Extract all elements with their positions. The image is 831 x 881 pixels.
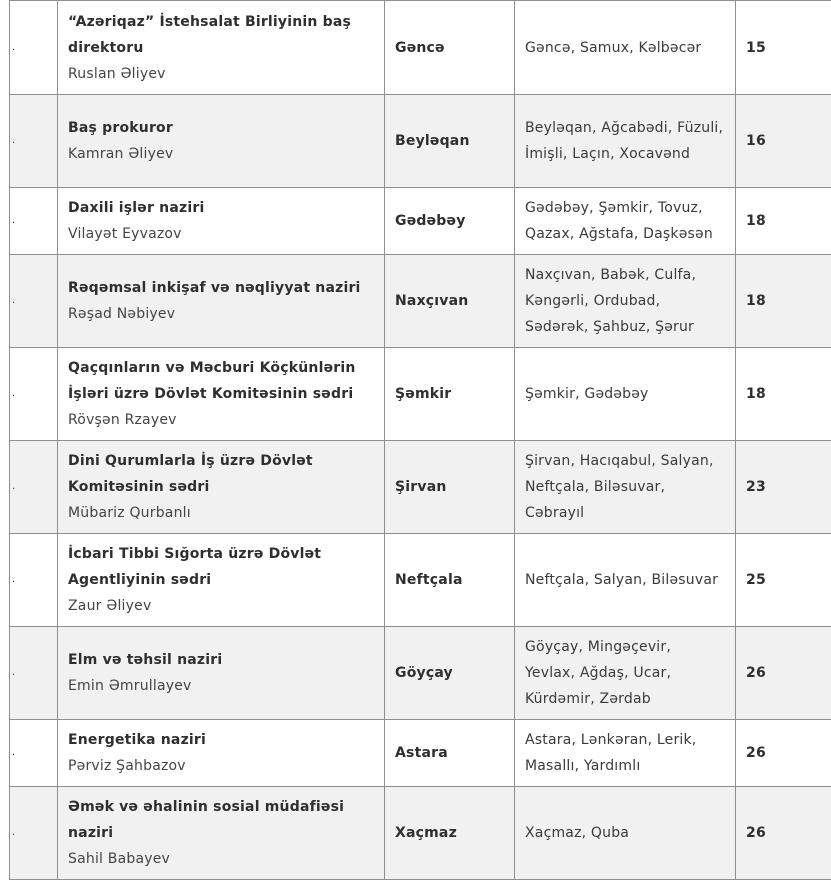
reception-count: 26 bbox=[736, 627, 831, 720]
table-row bbox=[10, 95, 831, 188]
official-name: Pərviz Şahbazov bbox=[68, 758, 186, 774]
table-row bbox=[10, 441, 831, 534]
official-position: Rəqəmsal inkişaf və nəqliyyat naziri bbox=[68, 280, 361, 296]
regions-list: Şəmkir, Gədəbəy bbox=[515, 348, 736, 441]
row-marker: . bbox=[10, 1, 58, 95]
row-marker: . bbox=[10, 627, 58, 720]
official-position: İcbari Tibbi Sığorta üzrə Dövlət Agentliyinin sədri bbox=[68, 546, 322, 588]
official-cell bbox=[58, 441, 385, 534]
regions-list: Naxçıvan, Babək, Culfa, Kəngərli, Ordubad, Sədərək, Şahbuz, Şərur bbox=[515, 255, 736, 348]
official-position: “Azəriqaz” İstehsalat Birliyinin baş direktoru bbox=[68, 13, 352, 56]
official-name: Vilayət Eyvazov bbox=[68, 226, 182, 242]
reception-city: Göyçay bbox=[385, 627, 515, 720]
reception-city: Xaçmaz bbox=[385, 787, 515, 880]
reception-count: 25 bbox=[736, 534, 831, 627]
table-row bbox=[10, 188, 831, 255]
reception-city: Neftçala bbox=[385, 534, 515, 627]
official-position: Baş prokuror bbox=[68, 120, 173, 136]
row-marker: . bbox=[10, 95, 58, 188]
row-marker: . bbox=[10, 255, 58, 348]
table-row bbox=[10, 534, 831, 627]
reception-count: 26 bbox=[736, 720, 831, 787]
official-name: Mübariz Qurbanlı bbox=[68, 505, 191, 521]
reception-city: Gədəbəy bbox=[385, 188, 515, 255]
reception-count: 18 bbox=[736, 348, 831, 441]
table-row bbox=[10, 627, 831, 720]
reception-count: 18 bbox=[736, 255, 831, 348]
official-position: Əmək və əhalinin sosial müdafiəsi naziri bbox=[68, 799, 345, 841]
official-position: Qaçqınların və Məcburi Köçkünlərin İşləri üzrə Dövlət Komitəsinin sədri bbox=[68, 360, 356, 402]
reception-count: 15 bbox=[736, 1, 831, 95]
reception-count: 26 bbox=[736, 787, 831, 880]
officials-table bbox=[9, 0, 831, 880]
regions-list: Xaçmaz, Quba bbox=[515, 787, 736, 880]
official-cell bbox=[58, 720, 385, 787]
regions-list: Neftçala, Salyan, Biləsuvar bbox=[515, 534, 736, 627]
reception-city: Beyləqan bbox=[385, 95, 515, 188]
row-marker: . bbox=[10, 787, 58, 880]
official-name: Rəşad Nəbiyev bbox=[68, 306, 176, 322]
official-cell bbox=[58, 534, 385, 627]
official-position: Daxili işlər naziri bbox=[68, 200, 205, 216]
reception-count: 23 bbox=[736, 441, 831, 534]
reception-count: 18 bbox=[736, 188, 831, 255]
regions-list: Gəncə, Samux, Kəlbəcər bbox=[515, 1, 736, 95]
official-name: Sahil Babayev bbox=[68, 851, 171, 867]
official-position: Dini Qurumlarla İş üzrə Dövlət Komitəsinin sədri bbox=[68, 453, 313, 495]
row-marker: . bbox=[10, 188, 58, 255]
reception-city: Naxçıvan bbox=[385, 255, 515, 348]
regions-list: Şirvan, Hacıqabul, Salyan, Neftçala, Biləsuvar, Cəbrayıl bbox=[515, 441, 736, 534]
reception-city: Astara bbox=[385, 720, 515, 787]
official-cell bbox=[58, 348, 385, 441]
official-cell bbox=[58, 1, 385, 95]
official-cell bbox=[58, 255, 385, 348]
row-marker: . bbox=[10, 534, 58, 627]
reception-city: Gəncə bbox=[385, 1, 515, 95]
official-cell bbox=[58, 95, 385, 188]
official-position: Energetika naziri bbox=[68, 732, 207, 748]
official-cell bbox=[58, 188, 385, 255]
regions-list: Beyləqan, Ağcabədi, Füzuli, İmişli, Laçın, Xocavənd bbox=[515, 95, 736, 188]
official-cell bbox=[58, 627, 385, 720]
row-marker: . bbox=[10, 348, 58, 441]
official-cell bbox=[58, 787, 385, 880]
reception-city: Şirvan bbox=[385, 441, 515, 534]
official-name: Ruslan Əliyev bbox=[68, 65, 166, 82]
table-row bbox=[10, 348, 831, 441]
table-row bbox=[10, 255, 831, 348]
row-marker: . bbox=[10, 720, 58, 787]
reception-count: 16 bbox=[736, 95, 831, 188]
row-marker: . bbox=[10, 441, 58, 534]
regions-list: Gədəbəy, Şəmkir, Tovuz, Qazax, Ağstafa, Daşkəsən bbox=[515, 188, 736, 255]
official-name: Emin Əmrullayev bbox=[68, 678, 192, 694]
table-row bbox=[10, 720, 831, 787]
official-name: Zaur Əliyev bbox=[68, 598, 152, 614]
official-name: Rövşən Rzayev bbox=[68, 412, 177, 428]
official-name: Kamran Əliyev bbox=[68, 146, 174, 162]
table-row bbox=[10, 787, 831, 880]
reception-city: Şəmkir bbox=[385, 348, 515, 441]
regions-list: Göyçay, Mingəçevir, Yevlax, Ağdaş, Ucar, Kürdəmir, Zərdab bbox=[515, 627, 736, 720]
official-position: Elm və təhsil naziri bbox=[68, 652, 223, 668]
table-row bbox=[10, 1, 831, 95]
regions-list: Astara, Lənkəran, Lerik, Masallı, Yardımlı bbox=[515, 720, 736, 787]
